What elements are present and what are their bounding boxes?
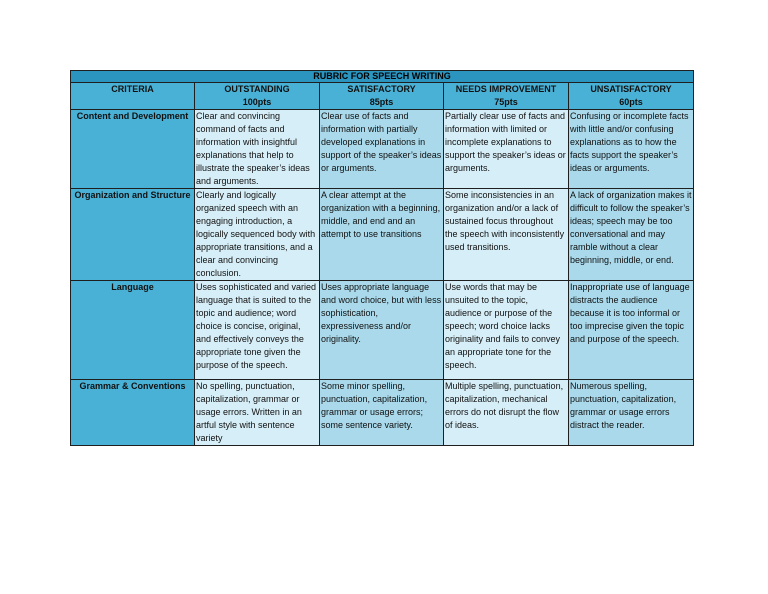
- rubric-cell: Inappropriate use of language distracts the audience because it is too informal or too imprecise given the topic and purpose of the speech.: [569, 281, 694, 380]
- header-points: 85pts: [369, 97, 394, 107]
- header-label: UNSATISFACTORY: [590, 84, 672, 94]
- header-points: 60pts: [619, 97, 643, 107]
- header-label: OUTSTANDING: [224, 84, 290, 94]
- criterion-cell: Organization and Structure: [71, 189, 195, 281]
- header-points: 100pts: [242, 97, 272, 107]
- rubric-cell: A lack of organization makes it difficult to follow the speaker’s ideas; speech may be too conversational and may ramble without a clear beginning, middle, or end.: [569, 189, 694, 281]
- criteria-header: CRITERIA: [71, 83, 195, 110]
- rubric-cell: Numerous spelling, punctuation, capitalization, grammar or usage errors distract the reader.: [569, 380, 694, 446]
- rubric-cell: Clear use of facts and information with partially developed explanations in support of the speaker’s ideas or arguments.: [320, 110, 444, 189]
- criterion-cell: Content and Development: [71, 110, 195, 189]
- header-outstanding: [195, 83, 320, 110]
- criterion-cell: Language: [71, 281, 195, 380]
- header-points: 75pts: [494, 97, 518, 107]
- rubric-cell: Partially clear use of facts and information with limited or incomplete explanations to support the speaker’s ideas or arguments.: [444, 110, 569, 189]
- rubric-cell: Clear and convincing command of facts and information with insightful explanations that help to illustrate the speaker’s ideas and arguments.: [195, 110, 320, 189]
- rubric-cell: Confusing or incomplete facts with little and/or confusing explanations as to how the facts support the speaker’s ideas or arguments.: [569, 110, 694, 189]
- rubric-cell: Some inconsistencies in an organization and/or a lack of sustained focus throughout the speech with inconsistently used transitions.: [444, 189, 569, 281]
- rubric-cell: A clear attempt at the organization with a beginning, middle, and end and an attempt to use transitions: [320, 189, 444, 281]
- header-needs-improvement: [444, 83, 569, 110]
- rubric-cell: Multiple spelling, punctuation, capitalization, mechanical errors do not disrupt the flow of ideas.: [444, 380, 569, 446]
- table-row: [71, 380, 694, 446]
- rubric-cell: Use words that may be unsuited to the topic, audience or purpose of the speech; word choice lacks originality and fails to convey an appropriate tone for the speech.: [444, 281, 569, 380]
- header-satisfactory: [320, 83, 444, 110]
- table-row: [71, 281, 694, 380]
- header-label: SATISFACTORY: [347, 84, 416, 94]
- rubric-cell: Clearly and logically organized speech with an engaging introduction, a logically sequenced body with appropriate transitions, and a clear and convincing conclusion.: [195, 189, 320, 281]
- table-row: [71, 110, 694, 189]
- rubric-cell: Uses sophisticated and varied language that is suited to the topic and audience; word choice is concise, original, and effectively conveys the appropriate tone given the purpose of the speech.: [195, 281, 320, 380]
- table-row: [71, 189, 694, 281]
- rubric-table: [70, 70, 694, 446]
- header-label: NEEDS IMPROVEMENT: [455, 84, 557, 94]
- rubric-cell: Uses appropriate language and word choice, but with less sophistication, expressiveness and/or originality.: [320, 281, 444, 380]
- rubric-cell: Some minor spelling, punctuation, capitalization, grammar or usage errors; some sentence variety.: [320, 380, 444, 446]
- rubric-title: RUBRIC FOR SPEECH WRITING: [71, 71, 694, 83]
- criterion-cell: Grammar & Conventions: [71, 380, 195, 446]
- rubric-cell: No spelling, punctuation, capitalization, grammar or usage errors. Written in an artful style with sentence variety: [195, 380, 320, 446]
- header-unsatisfactory: [569, 83, 694, 110]
